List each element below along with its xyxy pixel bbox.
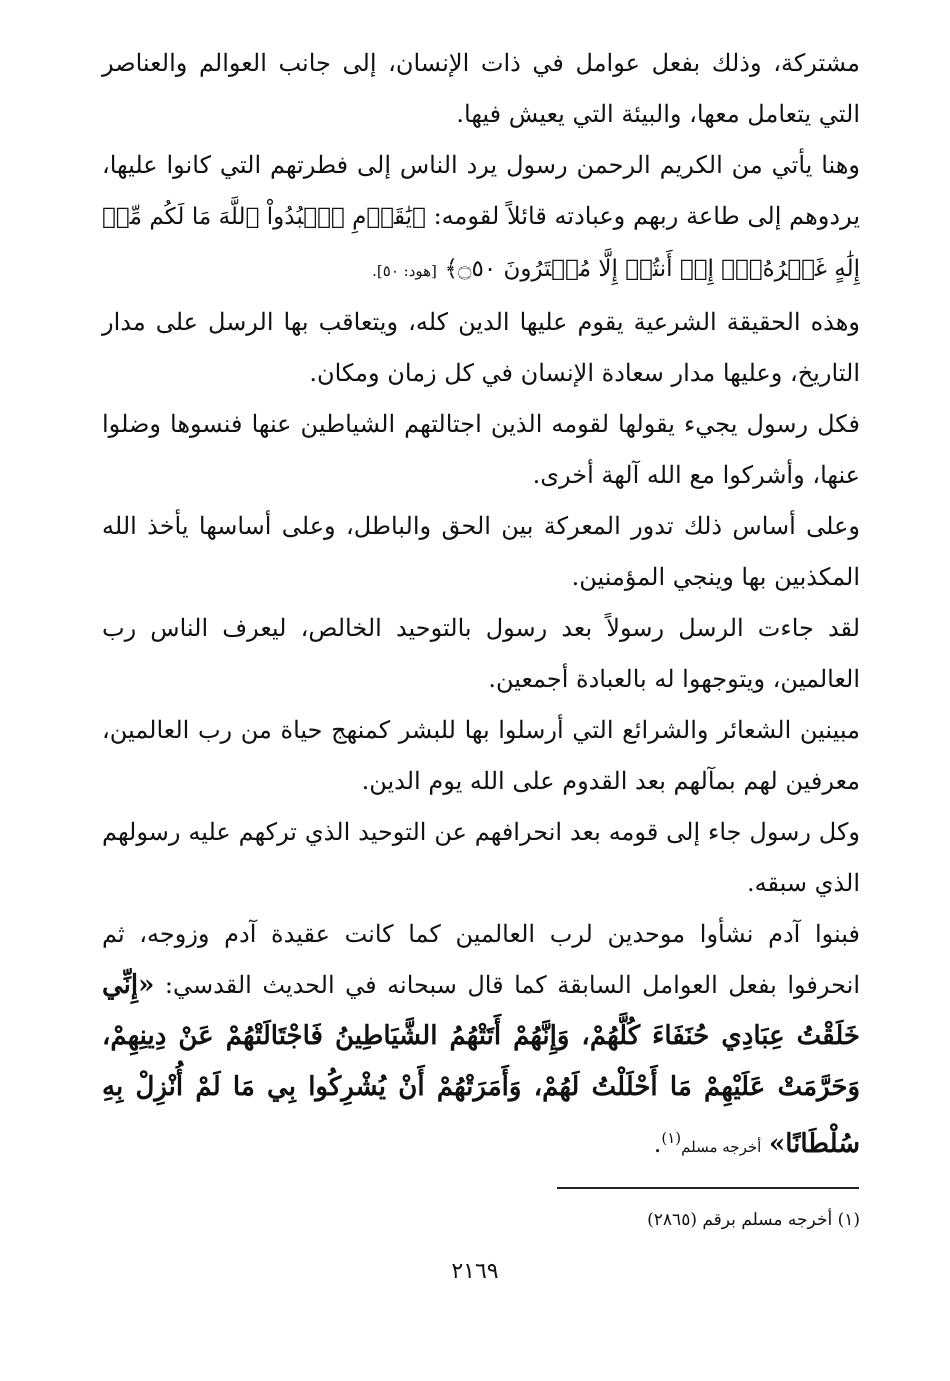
quran-verse: ﴿يَٰقَوۡمِ ٱعۡبُدُواْ ٱللَّهَ مَا لَكُم مِّنۡ إِلَٰهٍ غَيۡرُهُۥٓۖ إِنۡ أَنتُمۡ إِلَّا مُفۡتَرُونَ ۝٥٠﴾ — [102, 204, 860, 282]
paragraph-2-text: وهنا يأتي من الكريم الرحمن رسول يرد الناس إلى فطرتهم التي كانوا عليها، يردوهم إلى طاعة ربهم وعبادته قائلاً لقومه: — [102, 151, 860, 230]
verse-reference: [هود: ٥٠]. — [372, 262, 437, 280]
paragraph-9: فبنوا آدم نشأوا موحدين لرب العالمين كما كانت عقيدة آدم وزوجه، ثم انحرفوا بفعل العوامل السابقة كما قال سبحانه في الحديث القدسي: «إِنِّي خَلَقْتُ عِبَادِي حُنَفَاءَ كُلَّهُمْ، وَإِنَّهُمْ أَتَتْهُمُ الشَّيَاطِينُ فَاجْتَالَتْهُمْ عَنْ دِينِهِمْ، وَحَرَّمَتْ عَلَيْهِمْ مَا أَحْلَلْتُ لَهُمْ، وَأَمَرَتْهُمْ أَنْ يُشْرِكُوا بِي مَا لَمْ أُنْزِلْ بِهِ سُلْطَانًا» أخرجه مسلم$^{(١)}$. — [102, 920, 860, 1159]
hadith-quote: «إِنِّي خَلَقْتُ عِبَادِي حُنَفَاءَ كُلَّهُمْ، وَإِنَّهُمْ أَتَتْهُمُ الشَّيَاطِينُ فَاجْتَالَتْهُمْ عَنْ دِينِهِمْ، وَحَرَّمَتْ عَلَيْهِمْ مَا أَحْلَلْتُ لَهُمْ، وَأَمَرَتْهُمْ أَنْ يُشْرِكُوا بِي مَا لَمْ أُنْزِلْ بِهِ سُلْطَانًا» — [102, 970, 860, 1159]
footnote: (١) أخرجه مسلم برقم (٢٨٦٥) — [647, 1210, 860, 1230]
paragraph-6: لقد جاءت الرسل رسولاً بعد رسول بالتوحيد الخالص، ليعرف الناس رب العالمين، ويتوجهوا له بالعبادة أجمعين. — [102, 614, 861, 693]
paragraph-3: وهذه الحقيقة الشرعية يقوم عليها الدين كله، ويتعاقب بها الرسل على مدار التاريخ، وعليها مدار سعادة الإنسان في كل زمان ومكان. — [102, 308, 860, 387]
paragraph-4: فكل رسول يجيء يقولها لقومه الذين اجتالتهم الشياطين عنها فنسوها وضلوا عنها، وأشركوا مع الله آلهة أخرى. — [102, 410, 861, 489]
page-number: ٢١٦٩ — [451, 1259, 499, 1284]
paragraph-7: مبينين الشعائر والشرائع التي أرسلوا بها للبشر كمنهج حياة من رب العالمين، معرفين لهم بمآلهم بعد القدوم على الله يوم الدين. — [102, 716, 860, 795]
paragraph-8: وكل رسول جاء إلى قومه بعد انحرافهم عن التوحيد الذي تركهم عليه رسولهم الذي سبقه. — [102, 818, 860, 897]
paragraph-5: وعلى أساس ذلك تدور المعركة بين الحق والباطل، وعلى أساسها يأخذ الله المكذبين بها وينجي المؤمنين. — [102, 512, 860, 591]
hadith-source: أخرجه مسلم — [681, 1138, 762, 1156]
body-text — [102, 38, 860, 1173]
paragraph-2 — [102, 140, 860, 297]
paragraph-9-text: فبنوا آدم نشأوا موحدين لرب العالمين كما كانت عقيدة آدم وزوجه، ثم انحرفوا بفعل العوامل السابقة كما قال سبحانه في الحديث القدسي: — [102, 920, 860, 999]
paragraph-1: مشتركة، وذلك بفعل عوامل في ذات الإنسان، إلى جانب العوالم والعناصر التي يتعامل معها، والبيئة التي يعيش فيها. — [102, 49, 860, 128]
footnote-divider — [557, 1187, 859, 1189]
footnote-marker: (١) — [661, 1129, 682, 1147]
